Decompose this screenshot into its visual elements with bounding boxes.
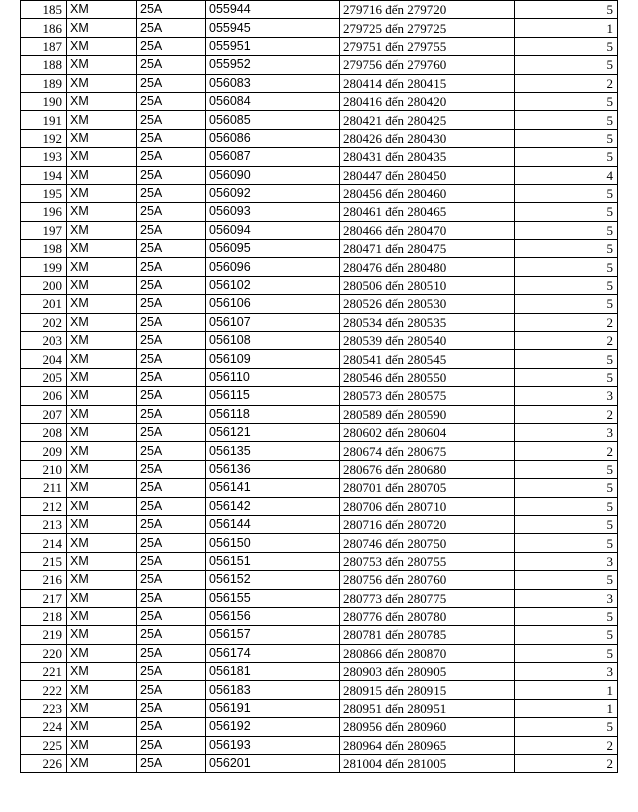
range-cell: 280541 đến 280545 — [340, 350, 515, 368]
table-row — [21, 19, 618, 37]
range-cell: 280471 đến 280475 — [340, 240, 515, 258]
range-cell: 280416 đến 280420 — [340, 92, 515, 110]
table-row — [21, 148, 618, 166]
code-cell: 056191 — [206, 699, 340, 717]
row-number-cell: 206 — [21, 387, 67, 405]
type-cell: XM — [67, 387, 137, 405]
table-row — [21, 258, 618, 276]
count-cell: 5 — [515, 276, 618, 294]
range-cell: 280776 đến 280780 — [340, 607, 515, 625]
series-cell: 25A — [137, 644, 206, 662]
row-number-cell: 193 — [21, 148, 67, 166]
table-row — [21, 479, 618, 497]
count-cell: 2 — [515, 736, 618, 754]
row-number-cell: 212 — [21, 497, 67, 515]
row-number-cell: 188 — [21, 56, 67, 74]
count-cell: 5 — [515, 111, 618, 129]
count-cell: 3 — [515, 589, 618, 607]
range-cell: 280447 đến 280450 — [340, 166, 515, 184]
type-cell: XM — [67, 442, 137, 460]
count-cell: 5 — [515, 644, 618, 662]
type-cell: XM — [67, 203, 137, 221]
type-cell: XM — [67, 497, 137, 515]
type-cell: XM — [67, 111, 137, 129]
code-cell: 056087 — [206, 148, 340, 166]
code-cell: 056096 — [206, 258, 340, 276]
row-number-cell: 225 — [21, 736, 67, 754]
data-table — [20, 0, 618, 773]
type-cell: XM — [67, 129, 137, 147]
series-cell: 25A — [137, 479, 206, 497]
table-row — [21, 313, 618, 331]
count-cell: 5 — [515, 295, 618, 313]
code-cell: 056121 — [206, 423, 340, 441]
count-cell: 5 — [515, 148, 618, 166]
count-cell: 5 — [515, 368, 618, 386]
row-number-cell: 222 — [21, 681, 67, 699]
table-row — [21, 460, 618, 478]
row-number-cell: 201 — [21, 295, 67, 313]
row-number-cell: 187 — [21, 37, 67, 55]
series-cell: 25A — [137, 19, 206, 37]
code-cell: 056201 — [206, 755, 340, 773]
code-cell: 056157 — [206, 626, 340, 644]
code-cell: 056193 — [206, 736, 340, 754]
range-cell: 279725 đến 279725 — [340, 19, 515, 37]
count-cell: 5 — [515, 258, 618, 276]
table-row — [21, 368, 618, 386]
range-cell: 280461 đến 280465 — [340, 203, 515, 221]
series-cell: 25A — [137, 74, 206, 92]
table-row — [21, 240, 618, 258]
series-cell: 25A — [137, 497, 206, 515]
type-cell: XM — [67, 663, 137, 681]
code-cell: 056095 — [206, 240, 340, 258]
code-cell: 055945 — [206, 19, 340, 37]
count-cell: 5 — [515, 626, 618, 644]
code-cell: 056093 — [206, 203, 340, 221]
range-cell: 280915 đến 280915 — [340, 681, 515, 699]
table-body — [21, 1, 618, 773]
table-row — [21, 607, 618, 625]
range-cell: 280534 đến 280535 — [340, 313, 515, 331]
code-cell: 056115 — [206, 387, 340, 405]
table-row — [21, 736, 618, 754]
type-cell: XM — [67, 184, 137, 202]
code-cell: 056085 — [206, 111, 340, 129]
table-row — [21, 663, 618, 681]
type-cell: XM — [67, 221, 137, 239]
range-cell: 280746 đến 280750 — [340, 534, 515, 552]
type-cell: XM — [67, 479, 137, 497]
type-cell: XM — [67, 368, 137, 386]
type-cell: XM — [67, 589, 137, 607]
count-cell: 5 — [515, 1, 618, 19]
table-row — [21, 37, 618, 55]
count-cell: 2 — [515, 74, 618, 92]
code-cell: 056102 — [206, 276, 340, 294]
count-cell: 5 — [515, 56, 618, 74]
series-cell: 25A — [137, 111, 206, 129]
code-cell: 056144 — [206, 515, 340, 533]
series-cell: 25A — [137, 350, 206, 368]
row-number-cell: 194 — [21, 166, 67, 184]
table-row — [21, 203, 618, 221]
type-cell: XM — [67, 56, 137, 74]
series-cell: 25A — [137, 221, 206, 239]
code-cell: 056084 — [206, 92, 340, 110]
table-row — [21, 295, 618, 313]
range-cell: 280573 đến 280575 — [340, 387, 515, 405]
count-cell: 5 — [515, 221, 618, 239]
code-cell: 055944 — [206, 1, 340, 19]
type-cell: XM — [67, 332, 137, 350]
count-cell: 5 — [515, 718, 618, 736]
type-cell: XM — [67, 460, 137, 478]
range-cell: 280956 đến 280960 — [340, 718, 515, 736]
code-cell: 056142 — [206, 497, 340, 515]
table-row — [21, 405, 618, 423]
table-row — [21, 350, 618, 368]
series-cell: 25A — [137, 626, 206, 644]
code-cell: 056141 — [206, 479, 340, 497]
series-cell: 25A — [137, 148, 206, 166]
type-cell: XM — [67, 736, 137, 754]
type-cell: XM — [67, 699, 137, 717]
code-cell: 056183 — [206, 681, 340, 699]
count-cell: 2 — [515, 313, 618, 331]
type-cell: XM — [67, 405, 137, 423]
code-cell: 055951 — [206, 37, 340, 55]
range-cell: 280506 đến 280510 — [340, 276, 515, 294]
series-cell: 25A — [137, 534, 206, 552]
code-cell: 056092 — [206, 184, 340, 202]
range-cell: 281004 đến 281005 — [340, 755, 515, 773]
code-cell: 056192 — [206, 718, 340, 736]
row-number-cell: 196 — [21, 203, 67, 221]
row-number-cell: 226 — [21, 755, 67, 773]
count-cell: 5 — [515, 607, 618, 625]
code-cell: 056156 — [206, 607, 340, 625]
table-row — [21, 699, 618, 717]
count-cell: 5 — [515, 350, 618, 368]
series-cell: 25A — [137, 460, 206, 478]
range-cell: 280756 đến 280760 — [340, 571, 515, 589]
row-number-cell: 199 — [21, 258, 67, 276]
series-cell: 25A — [137, 203, 206, 221]
row-number-cell: 207 — [21, 405, 67, 423]
row-number-cell: 209 — [21, 442, 67, 460]
series-cell: 25A — [137, 589, 206, 607]
type-cell: XM — [67, 607, 137, 625]
row-number-cell: 214 — [21, 534, 67, 552]
series-cell: 25A — [137, 368, 206, 386]
type-cell: XM — [67, 423, 137, 441]
table-row — [21, 184, 618, 202]
table-row — [21, 534, 618, 552]
range-cell: 280866 đến 280870 — [340, 644, 515, 662]
count-cell: 5 — [515, 92, 618, 110]
series-cell: 25A — [137, 552, 206, 570]
table-row — [21, 129, 618, 147]
row-number-cell: 189 — [21, 74, 67, 92]
range-cell: 280781 đến 280785 — [340, 626, 515, 644]
range-cell: 280773 đến 280775 — [340, 589, 515, 607]
range-cell: 280903 đến 280905 — [340, 663, 515, 681]
row-number-cell: 216 — [21, 571, 67, 589]
code-cell: 056094 — [206, 221, 340, 239]
series-cell: 25A — [137, 332, 206, 350]
range-cell: 280426 đến 280430 — [340, 129, 515, 147]
table-row — [21, 166, 618, 184]
count-cell: 5 — [515, 479, 618, 497]
table-row — [21, 423, 618, 441]
series-cell: 25A — [137, 405, 206, 423]
range-cell: 280676 đến 280680 — [340, 460, 515, 478]
table-row — [21, 56, 618, 74]
series-cell: 25A — [137, 129, 206, 147]
count-cell: 3 — [515, 387, 618, 405]
count-cell: 1 — [515, 699, 618, 717]
type-cell: XM — [67, 571, 137, 589]
code-cell: 056135 — [206, 442, 340, 460]
table-row — [21, 74, 618, 92]
code-cell: 056118 — [206, 405, 340, 423]
table-row — [21, 718, 618, 736]
count-cell: 5 — [515, 515, 618, 533]
table-row — [21, 276, 618, 294]
series-cell: 25A — [137, 423, 206, 441]
row-number-cell: 219 — [21, 626, 67, 644]
series-cell: 25A — [137, 258, 206, 276]
series-cell: 25A — [137, 699, 206, 717]
code-cell: 055952 — [206, 56, 340, 74]
code-cell: 056174 — [206, 644, 340, 662]
range-cell: 280951 đến 280951 — [340, 699, 515, 717]
type-cell: XM — [67, 552, 137, 570]
count-cell: 1 — [515, 19, 618, 37]
row-number-cell: 186 — [21, 19, 67, 37]
series-cell: 25A — [137, 184, 206, 202]
series-cell: 25A — [137, 295, 206, 313]
count-cell: 5 — [515, 184, 618, 202]
range-cell: 280466 đến 280470 — [340, 221, 515, 239]
type-cell: XM — [67, 166, 137, 184]
table-row — [21, 332, 618, 350]
table-row — [21, 644, 618, 662]
count-cell: 5 — [515, 203, 618, 221]
row-number-cell: 220 — [21, 644, 67, 662]
range-cell: 280589 đến 280590 — [340, 405, 515, 423]
series-cell: 25A — [137, 313, 206, 331]
type-cell: XM — [67, 19, 137, 37]
count-cell: 5 — [515, 460, 618, 478]
series-cell: 25A — [137, 442, 206, 460]
series-cell: 25A — [137, 607, 206, 625]
range-cell: 280706 đến 280710 — [340, 497, 515, 515]
code-cell: 056107 — [206, 313, 340, 331]
range-cell: 280964 đến 280965 — [340, 736, 515, 754]
code-cell: 056086 — [206, 129, 340, 147]
type-cell: XM — [67, 37, 137, 55]
count-cell: 5 — [515, 240, 618, 258]
code-cell: 056090 — [206, 166, 340, 184]
row-number-cell: 192 — [21, 129, 67, 147]
table-row — [21, 589, 618, 607]
type-cell: XM — [67, 718, 137, 736]
series-cell: 25A — [137, 663, 206, 681]
table-row — [21, 552, 618, 570]
row-number-cell: 190 — [21, 92, 67, 110]
range-cell: 280701 đến 280705 — [340, 479, 515, 497]
count-cell: 3 — [515, 663, 618, 681]
code-cell: 056152 — [206, 571, 340, 589]
code-cell: 056150 — [206, 534, 340, 552]
row-number-cell: 217 — [21, 589, 67, 607]
type-cell: XM — [67, 626, 137, 644]
table-row — [21, 221, 618, 239]
code-cell: 056155 — [206, 589, 340, 607]
count-cell: 5 — [515, 497, 618, 515]
type-cell: XM — [67, 534, 137, 552]
range-cell: 280546 đến 280550 — [340, 368, 515, 386]
row-number-cell: 204 — [21, 350, 67, 368]
type-cell: XM — [67, 148, 137, 166]
row-number-cell: 224 — [21, 718, 67, 736]
table-row — [21, 497, 618, 515]
row-number-cell: 210 — [21, 460, 67, 478]
range-cell: 280431 đến 280435 — [340, 148, 515, 166]
table-row — [21, 387, 618, 405]
row-number-cell: 213 — [21, 515, 67, 533]
series-cell: 25A — [137, 387, 206, 405]
series-cell: 25A — [137, 240, 206, 258]
row-number-cell: 208 — [21, 423, 67, 441]
row-number-cell: 202 — [21, 313, 67, 331]
table-row — [21, 111, 618, 129]
row-number-cell: 198 — [21, 240, 67, 258]
row-number-cell: 195 — [21, 184, 67, 202]
row-number-cell: 203 — [21, 332, 67, 350]
series-cell: 25A — [137, 515, 206, 533]
row-number-cell: 223 — [21, 699, 67, 717]
range-cell: 280456 đến 280460 — [340, 184, 515, 202]
series-cell: 25A — [137, 56, 206, 74]
count-cell: 1 — [515, 681, 618, 699]
range-cell: 280414 đến 280415 — [340, 74, 515, 92]
count-cell: 5 — [515, 129, 618, 147]
series-cell: 25A — [137, 37, 206, 55]
row-number-cell: 197 — [21, 221, 67, 239]
range-cell: 280602 đến 280604 — [340, 423, 515, 441]
table-row — [21, 755, 618, 773]
series-cell: 25A — [137, 736, 206, 754]
row-number-cell: 218 — [21, 607, 67, 625]
range-cell: 279756 đến 279760 — [340, 56, 515, 74]
row-number-cell: 191 — [21, 111, 67, 129]
code-cell: 056106 — [206, 295, 340, 313]
count-cell: 5 — [515, 37, 618, 55]
type-cell: XM — [67, 644, 137, 662]
type-cell: XM — [67, 755, 137, 773]
range-cell: 280716 đến 280720 — [340, 515, 515, 533]
table-row — [21, 442, 618, 460]
count-cell: 3 — [515, 423, 618, 441]
type-cell: XM — [67, 74, 137, 92]
table-row — [21, 626, 618, 644]
type-cell: XM — [67, 276, 137, 294]
code-cell: 056109 — [206, 350, 340, 368]
code-cell: 056108 — [206, 332, 340, 350]
range-cell: 279751 đến 279755 — [340, 37, 515, 55]
series-cell: 25A — [137, 1, 206, 19]
count-cell: 5 — [515, 571, 618, 589]
range-cell: 280526 đến 280530 — [340, 295, 515, 313]
table-row — [21, 571, 618, 589]
table-row — [21, 1, 618, 19]
type-cell: XM — [67, 515, 137, 533]
count-cell: 4 — [515, 166, 618, 184]
row-number-cell: 185 — [21, 1, 67, 19]
count-cell: 2 — [515, 442, 618, 460]
series-cell: 25A — [137, 92, 206, 110]
row-number-cell: 205 — [21, 368, 67, 386]
type-cell: XM — [67, 681, 137, 699]
series-cell: 25A — [137, 755, 206, 773]
type-cell: XM — [67, 295, 137, 313]
count-cell: 3 — [515, 552, 618, 570]
range-cell: 280674 đến 280675 — [340, 442, 515, 460]
series-cell: 25A — [137, 718, 206, 736]
count-cell: 2 — [515, 332, 618, 350]
count-cell: 2 — [515, 405, 618, 423]
code-cell: 056181 — [206, 663, 340, 681]
type-cell: XM — [67, 240, 137, 258]
code-cell: 056151 — [206, 552, 340, 570]
type-cell: XM — [67, 313, 137, 331]
range-cell: 280753 đến 280755 — [340, 552, 515, 570]
range-cell: 280421 đến 280425 — [340, 111, 515, 129]
type-cell: XM — [67, 92, 137, 110]
count-cell: 2 — [515, 755, 618, 773]
table-row — [21, 681, 618, 699]
code-cell: 056083 — [206, 74, 340, 92]
table-row — [21, 92, 618, 110]
type-cell: XM — [67, 258, 137, 276]
series-cell: 25A — [137, 166, 206, 184]
series-cell: 25A — [137, 571, 206, 589]
row-number-cell: 215 — [21, 552, 67, 570]
series-cell: 25A — [137, 681, 206, 699]
table-row — [21, 515, 618, 533]
row-number-cell: 221 — [21, 663, 67, 681]
series-cell: 25A — [137, 276, 206, 294]
code-cell: 056136 — [206, 460, 340, 478]
range-cell: 280539 đến 280540 — [340, 332, 515, 350]
range-cell: 280476 đến 280480 — [340, 258, 515, 276]
row-number-cell: 200 — [21, 276, 67, 294]
row-number-cell: 211 — [21, 479, 67, 497]
type-cell: XM — [67, 350, 137, 368]
range-cell: 279716 đến 279720 — [340, 1, 515, 19]
count-cell: 5 — [515, 534, 618, 552]
type-cell: XM — [67, 1, 137, 19]
code-cell: 056110 — [206, 368, 340, 386]
